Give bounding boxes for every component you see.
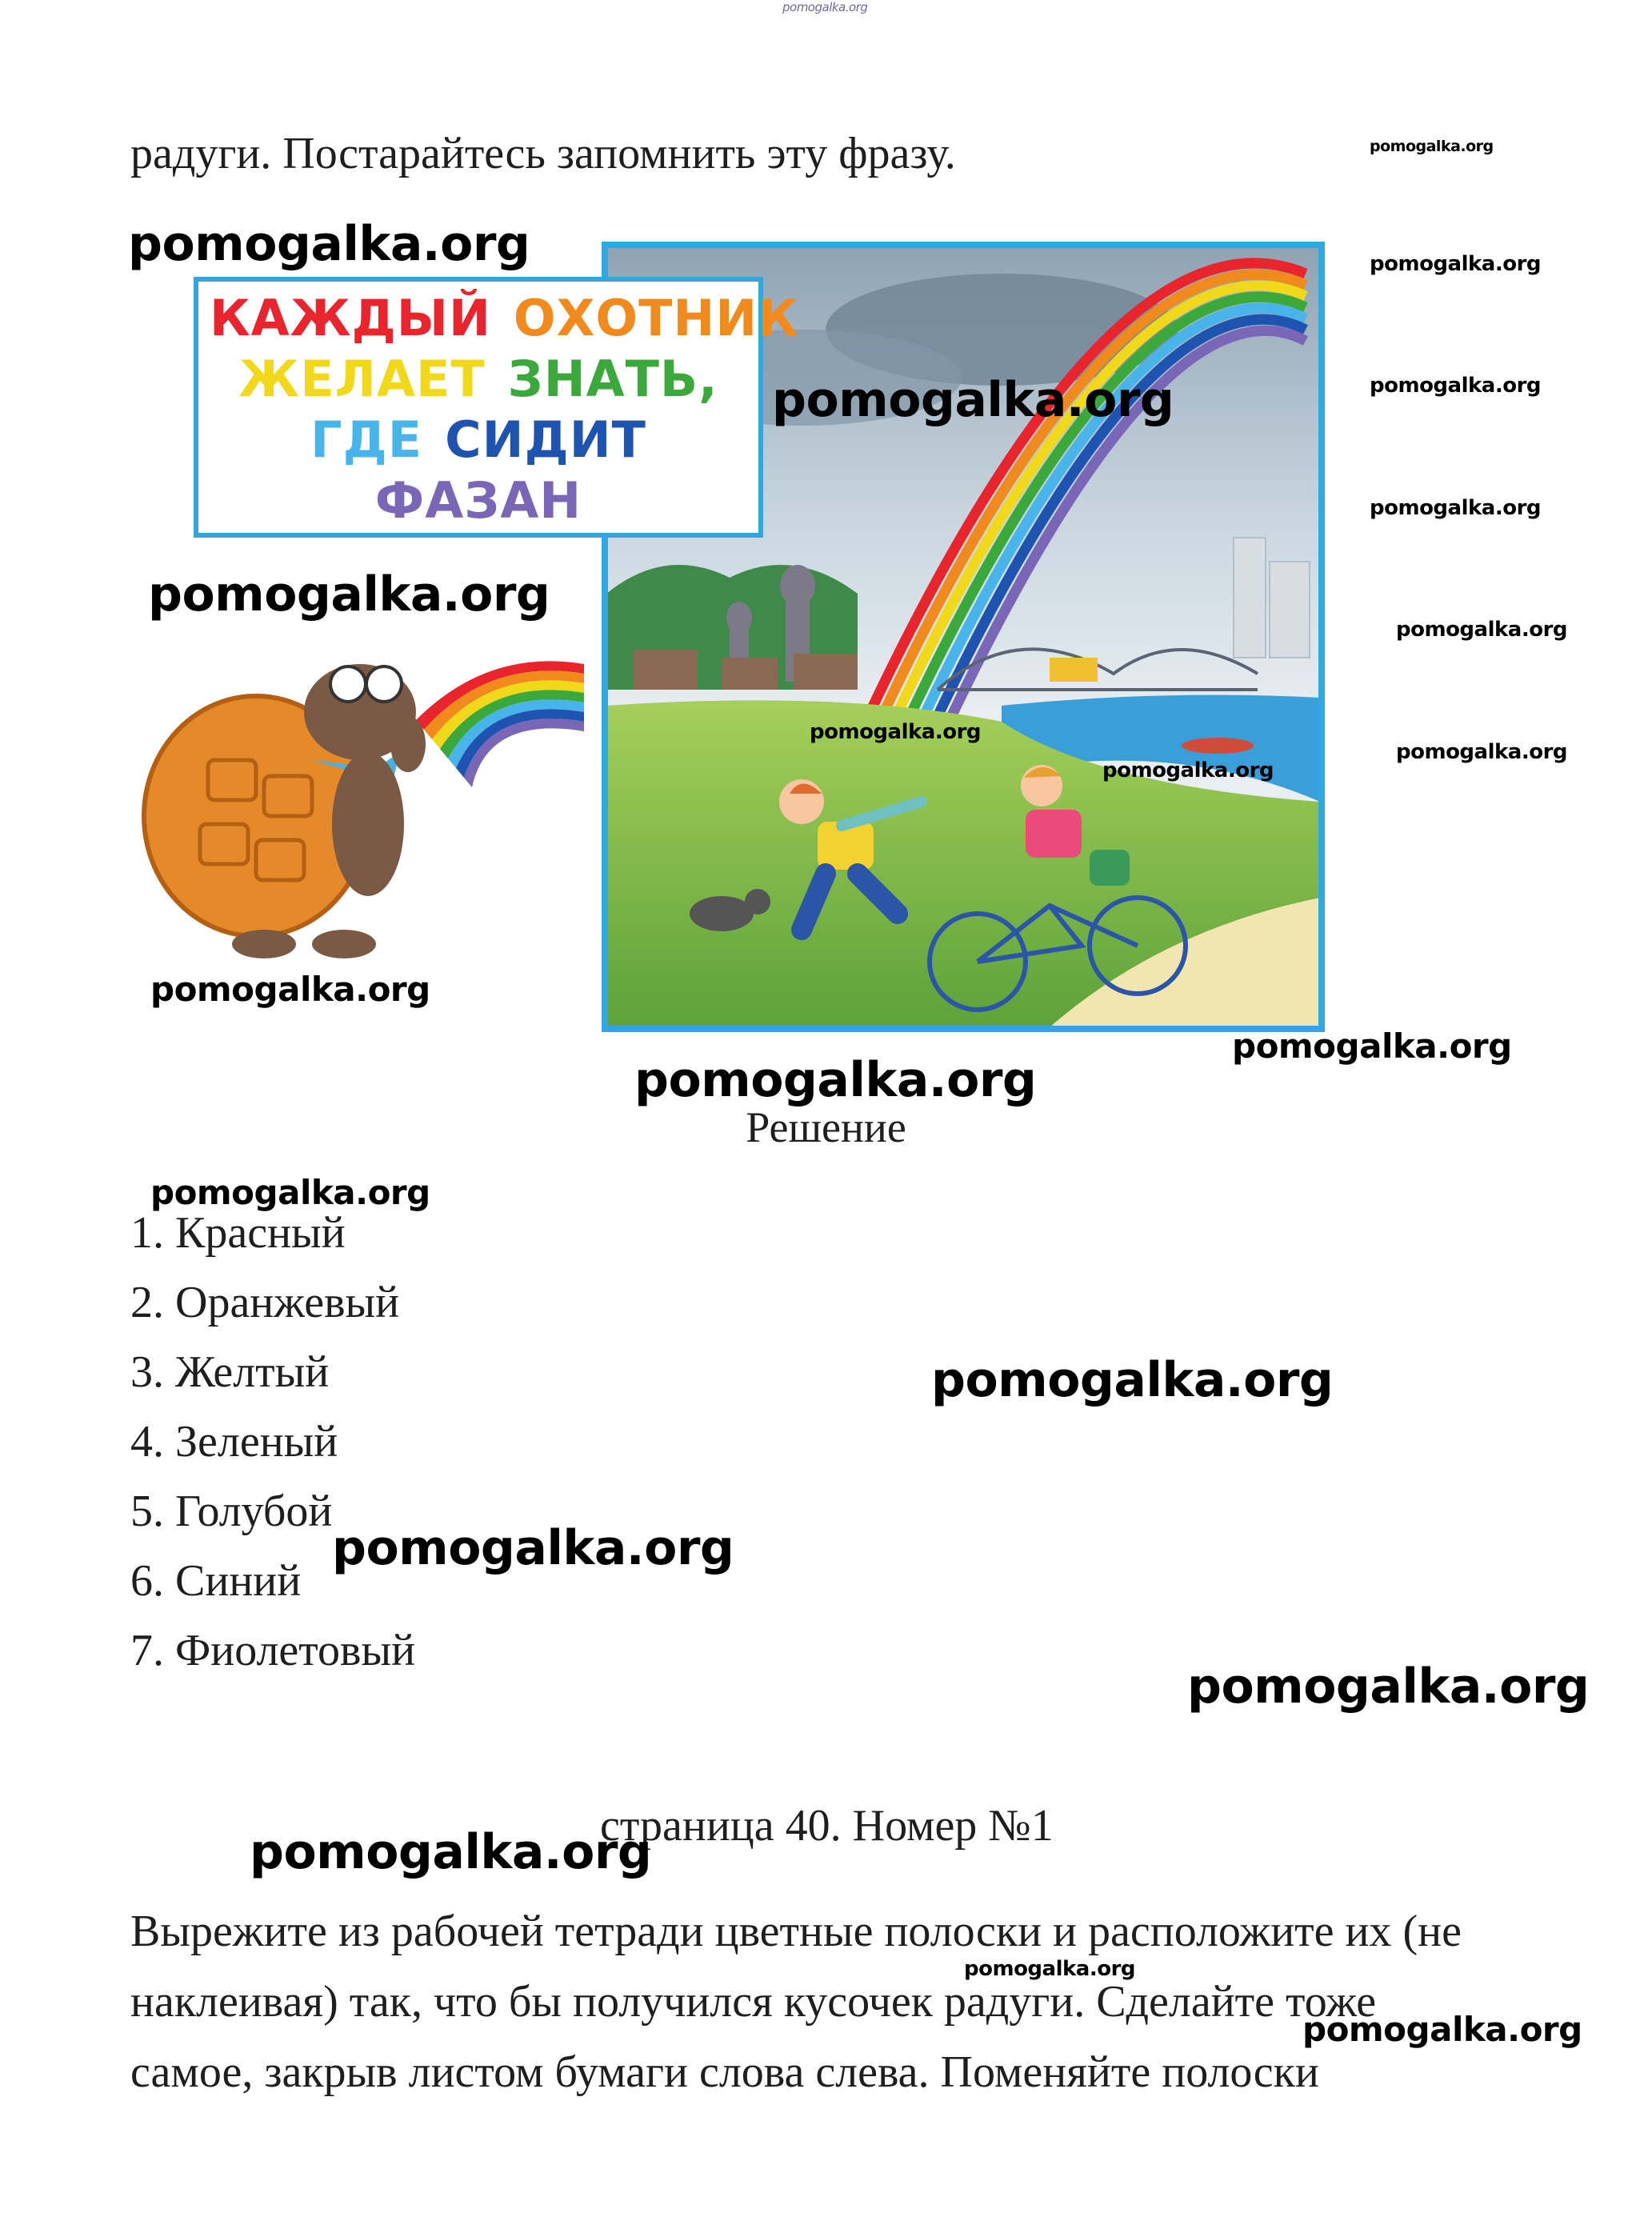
watermark: pomogalka.org xyxy=(1102,758,1274,782)
mnemo-word-2: ОХОТНИК xyxy=(513,289,799,347)
watermark: pomogalka.org xyxy=(1302,2010,1582,2049)
watermark: pomogalka.org xyxy=(1370,138,1494,155)
watermark: pomogalka.org xyxy=(128,216,530,272)
watermark: pomogalka.org xyxy=(150,1173,430,1212)
watermark: pomogalka.org xyxy=(148,566,550,622)
watermark: pomogalka.org xyxy=(250,1824,652,1880)
watermark: pomogalka.org xyxy=(772,372,1174,428)
watermark: pomogalka.org xyxy=(332,1520,734,1576)
turtle-body xyxy=(332,752,404,896)
task-line: наклеивая) так, что бы получился кусочек радуги. Сделайте тоже xyxy=(130,1977,1377,2027)
list-item: 4. Зеленый xyxy=(130,1417,338,1467)
turtle-foot xyxy=(312,930,376,958)
mnemonic-phrase-box xyxy=(194,277,799,538)
solution-title: Решение xyxy=(746,1103,906,1151)
mnemo-word-5: ГДЕ xyxy=(310,410,423,469)
watermark: pomogalka.org xyxy=(1187,1659,1590,1715)
watermark: pomogalka.org xyxy=(634,1052,1037,1108)
watermark: pomogalka.org xyxy=(931,1352,1334,1408)
list-item: 7. Фиолетовый xyxy=(130,1626,416,1675)
watermark: pomogalka.org xyxy=(964,1957,1136,1981)
watermark: pomogalka.org xyxy=(150,970,430,1009)
list-item: 3. Желтый xyxy=(130,1347,330,1397)
watermark: pomogalka.org xyxy=(1370,252,1542,276)
truck xyxy=(1050,658,1098,682)
list-item: 2. Оранжевый xyxy=(130,1278,400,1327)
watermark: pomogalka.org xyxy=(1396,740,1568,764)
list-item: 5. Голубой xyxy=(130,1487,333,1536)
watermark: pomogalka.org xyxy=(1370,374,1542,398)
mnemo-word-1: КАЖДЫЙ xyxy=(210,289,491,347)
list-item: 1. Красный xyxy=(130,1208,346,1258)
mnemo-word-7: ФАЗАН xyxy=(374,471,582,530)
mnemo-word-3: ЖЕЛАЕТ xyxy=(238,350,486,408)
rainbow-flag xyxy=(416,661,584,787)
page-reference: страница 40. Номер №1 xyxy=(600,1801,1054,1851)
mnemo-word-6: СИДИТ xyxy=(445,410,646,469)
watermark: pomogalka.org xyxy=(1232,1026,1512,1066)
turtle-illustration xyxy=(136,616,608,960)
turtle-arm xyxy=(390,716,426,772)
glasses-left xyxy=(330,666,366,702)
boat xyxy=(1182,738,1254,754)
turtle-foot xyxy=(232,930,296,958)
task-text xyxy=(130,1896,1554,2107)
list-item: 6. Синий xyxy=(130,1556,302,1606)
mnemo-word-4: ЗНАТЬ, xyxy=(507,350,718,408)
glasses-right xyxy=(366,666,402,702)
watermark: pomogalka.org xyxy=(1370,496,1542,520)
site-watermark-top: pomogalka.org xyxy=(782,0,868,14)
intro-text: радуги. Постарайтесь запомнить эту фразу. xyxy=(130,129,956,178)
answer-list xyxy=(130,1199,415,1686)
watermark: pomogalka.org xyxy=(1396,618,1568,642)
task-line: самое, закрыв листом бумаги слова слева. Поменяйте полоски xyxy=(130,2047,1319,2097)
watermark: pomogalka.org xyxy=(810,720,982,744)
task-line: Вырежите из рабочей тетради цветные полоски и расположите их (не xyxy=(130,1907,1462,1956)
